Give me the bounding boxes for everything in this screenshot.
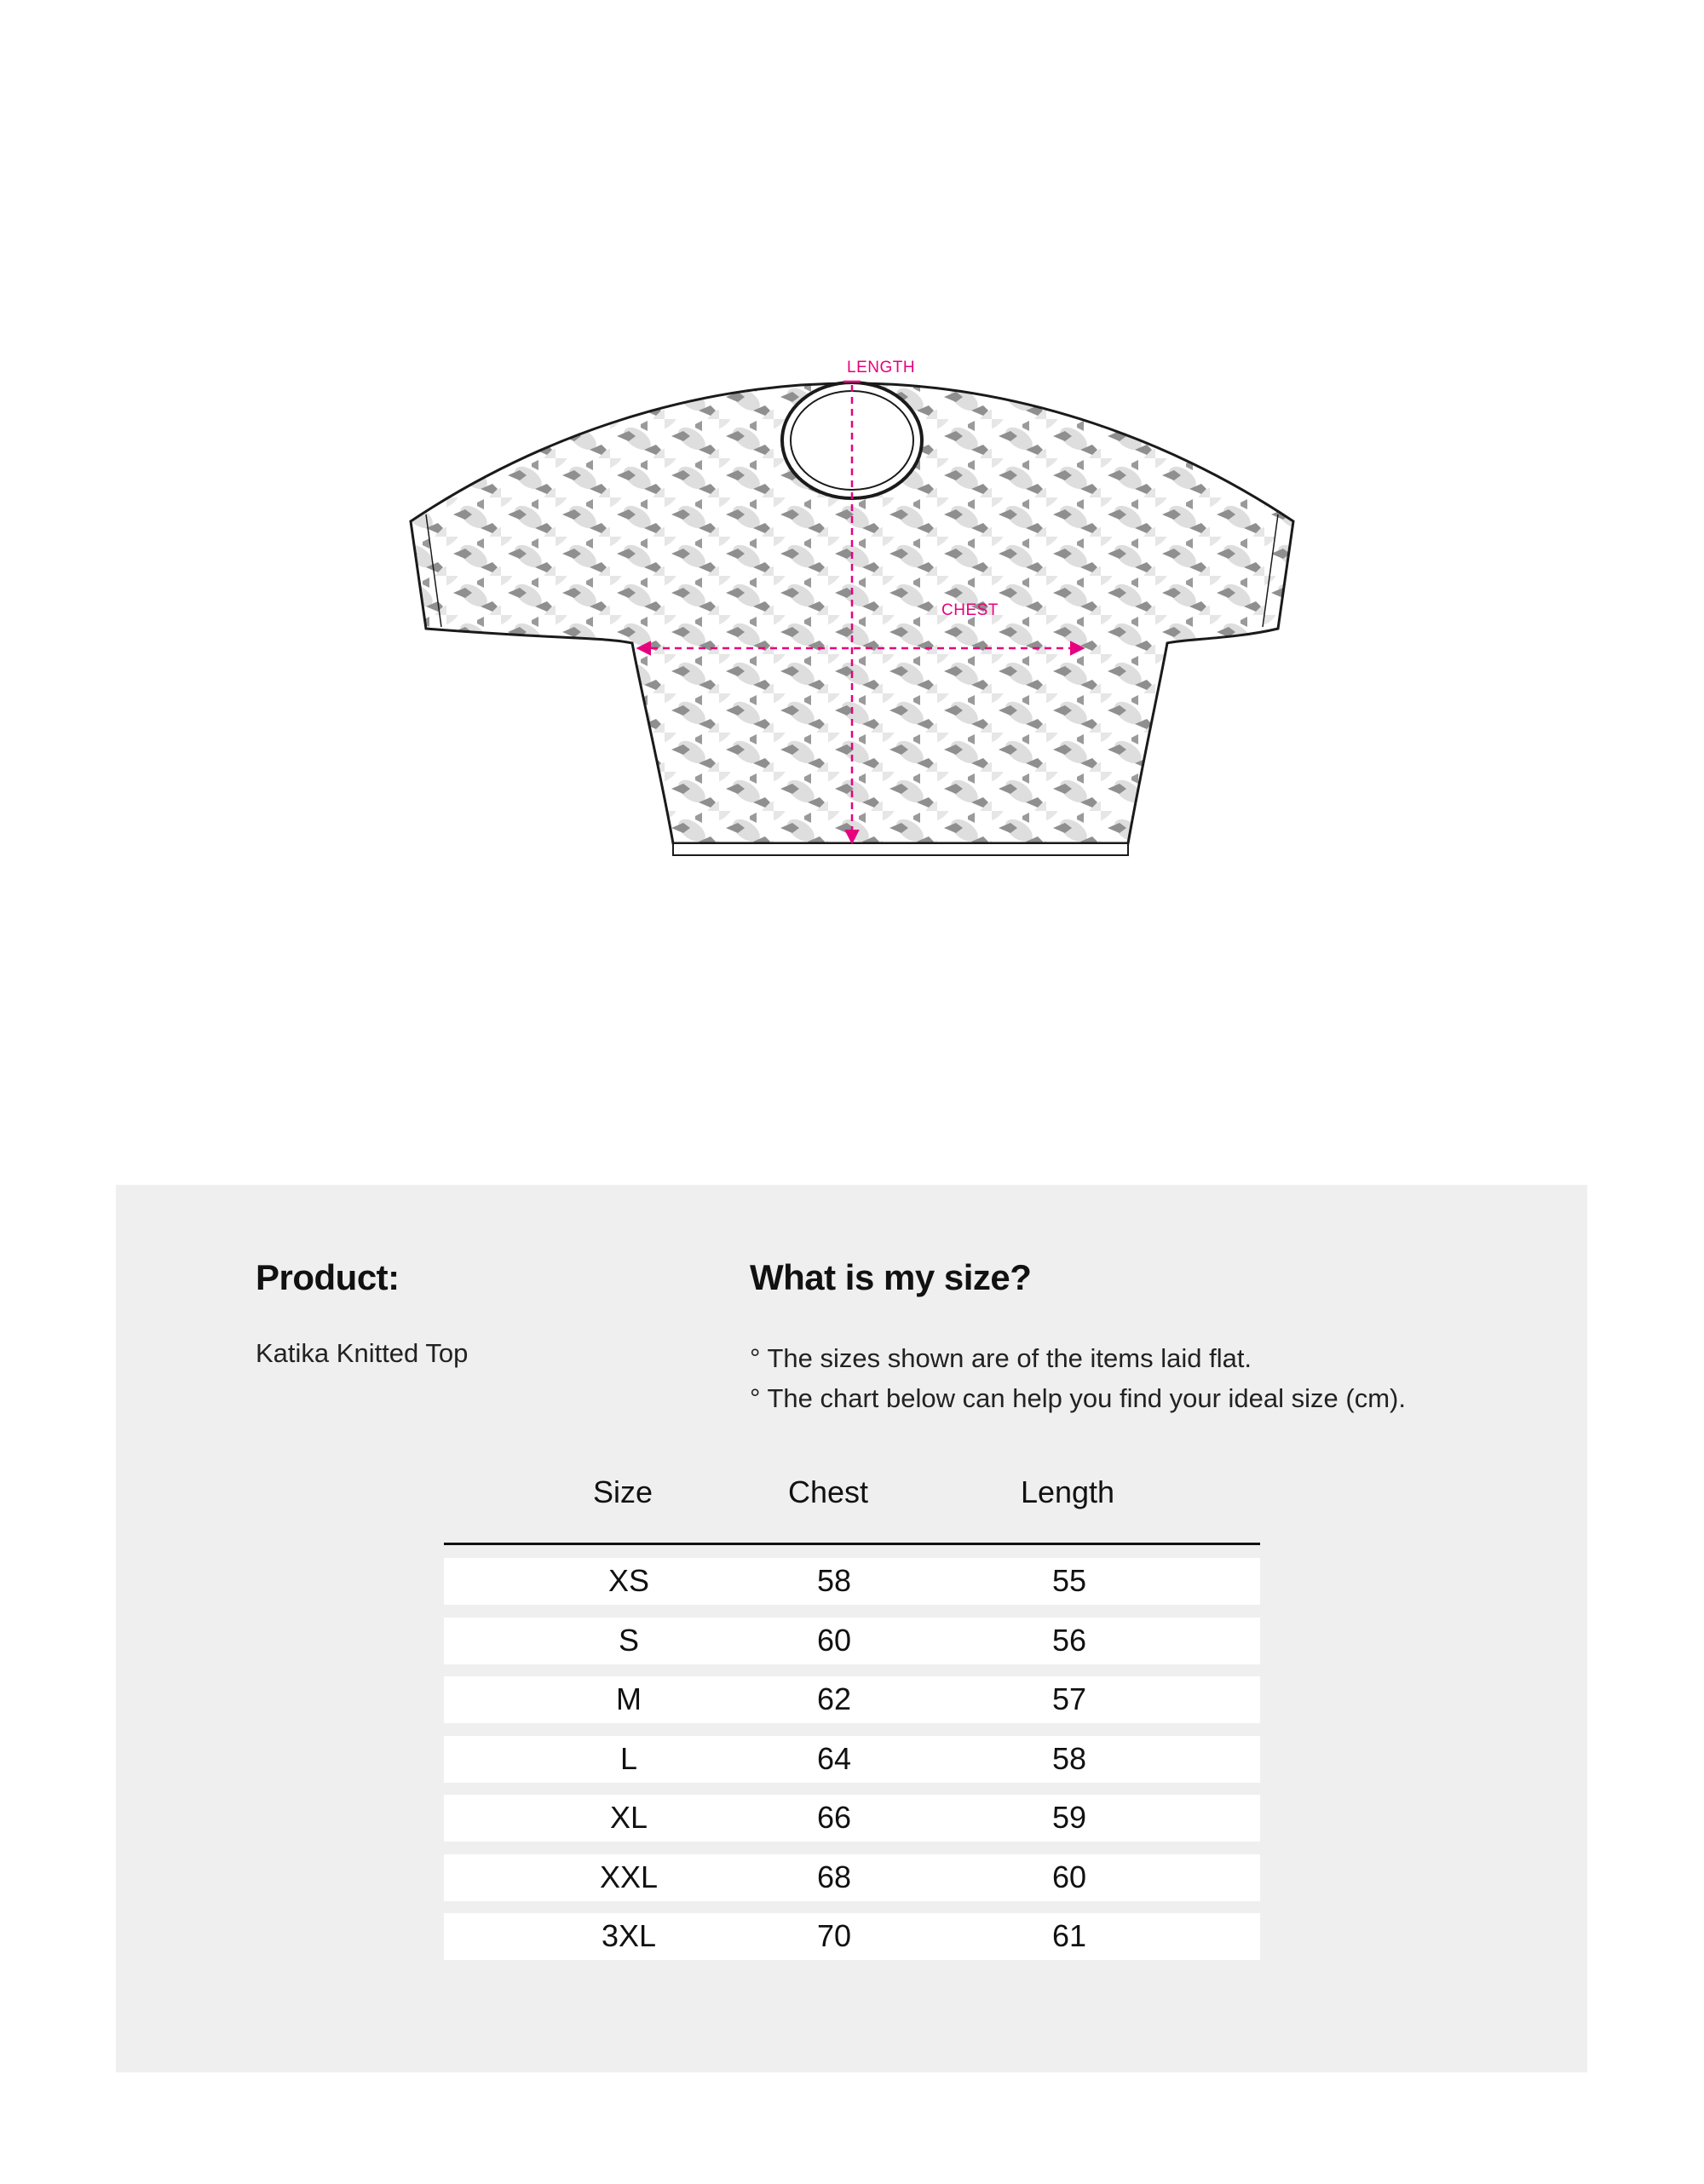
table-row xyxy=(444,1618,1260,1664)
knitted-top-illustration xyxy=(392,341,1312,869)
product-name: Katika Knitted Top xyxy=(256,1338,469,1368)
size-note: ° The chart below can help you find your ideal size (cm). xyxy=(750,1383,1406,1413)
size-cell: M xyxy=(616,1681,642,1716)
table-row xyxy=(444,1795,1260,1842)
table-row xyxy=(444,1736,1260,1783)
size-table xyxy=(444,1474,1260,1953)
size-cell: XL xyxy=(609,1800,648,1835)
size-cell: L xyxy=(619,1740,638,1776)
size-cell: XS xyxy=(607,1563,650,1598)
size-heading: What is my size? xyxy=(750,1257,1032,1297)
size-cell: XXL xyxy=(599,1859,659,1894)
length-cell: 59 xyxy=(1051,1800,1087,1835)
length-cell: 60 xyxy=(1051,1859,1087,1894)
column-header-size: Size xyxy=(592,1474,653,1509)
hem-band xyxy=(673,843,1128,855)
size-cell: S xyxy=(618,1622,640,1658)
length-cell: 56 xyxy=(1051,1622,1087,1658)
column-header-chest: Chest xyxy=(787,1474,869,1509)
chest-cell: 58 xyxy=(816,1563,852,1598)
table-row xyxy=(444,1558,1260,1605)
size-note: ° The sizes shown are of the items laid flat. xyxy=(750,1343,1252,1373)
table-row xyxy=(444,1854,1260,1901)
product-heading: Product: xyxy=(256,1257,400,1297)
length-cell: 61 xyxy=(1051,1918,1087,1953)
chest-cell: 66 xyxy=(816,1800,852,1835)
chest-label: CHEST xyxy=(941,601,999,619)
table-row xyxy=(444,1913,1260,1960)
size-notes xyxy=(750,1338,1406,1418)
table-header xyxy=(444,1474,1260,1545)
chest-cell: 68 xyxy=(816,1859,852,1894)
garment-diagram xyxy=(392,341,1312,869)
size-cell: 3XL xyxy=(601,1918,657,1953)
chest-cell: 60 xyxy=(816,1622,852,1658)
length-cell: 55 xyxy=(1051,1563,1087,1598)
length-cell: 57 xyxy=(1051,1681,1087,1716)
column-header-length: Length xyxy=(1020,1474,1115,1509)
chest-cell: 62 xyxy=(816,1681,852,1716)
chest-cell: 70 xyxy=(816,1918,852,1953)
length-cell: 58 xyxy=(1051,1740,1087,1776)
table-row xyxy=(444,1676,1260,1723)
table-body xyxy=(444,1558,1260,1973)
chest-cell: 64 xyxy=(816,1740,852,1776)
size-info-panel xyxy=(116,1185,1587,2072)
length-label: LENGTH xyxy=(847,359,916,376)
